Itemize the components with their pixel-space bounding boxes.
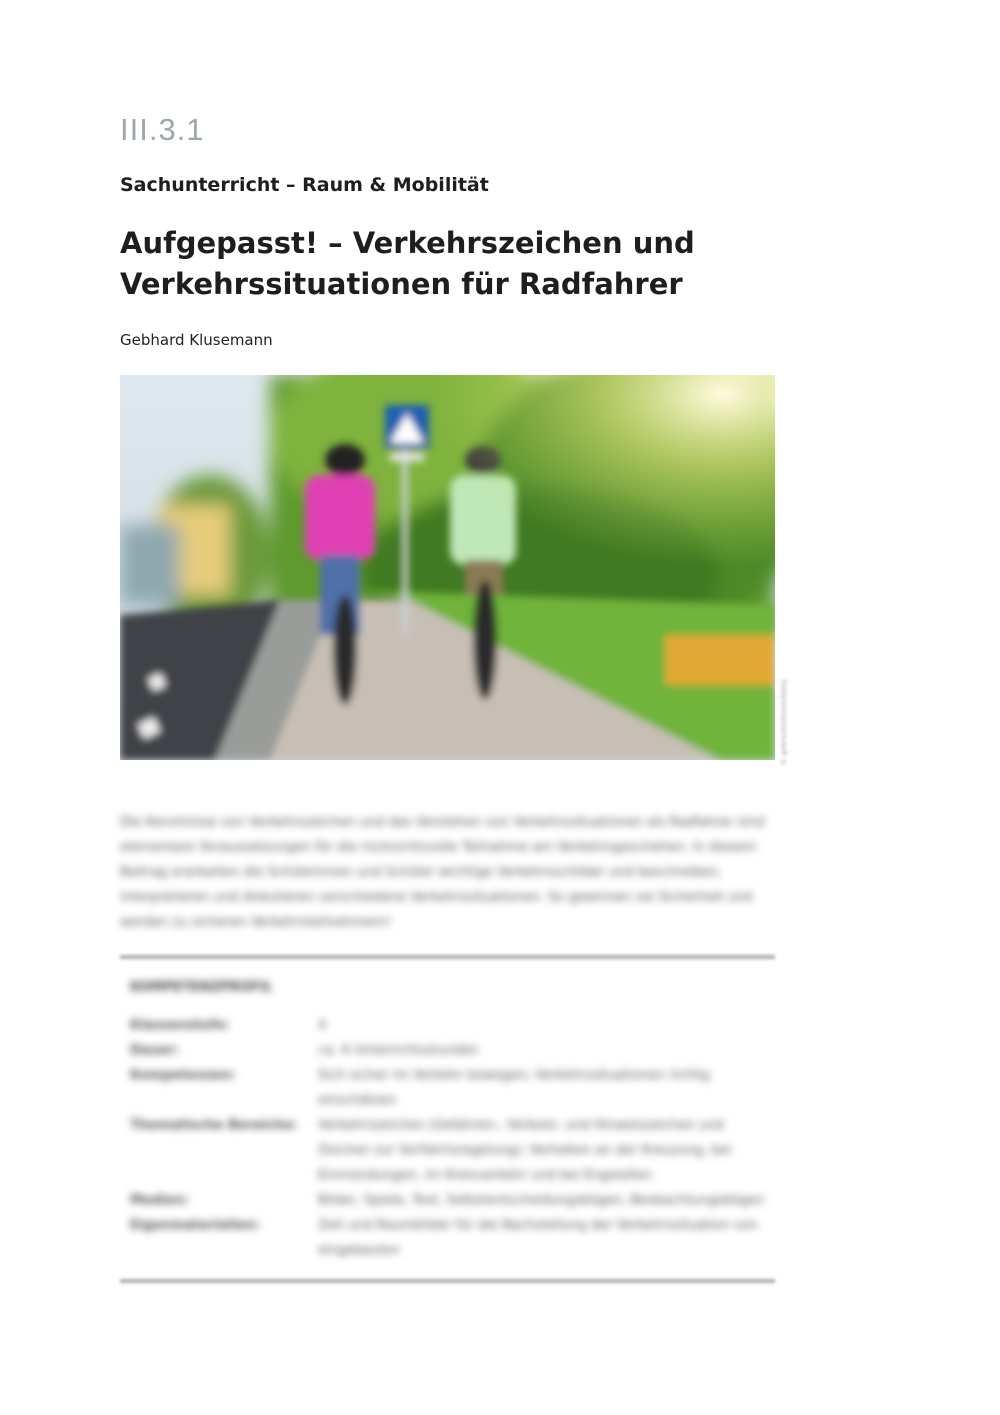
title-line-1: Aufgepasst! – Verkehrszeichen und [120, 226, 695, 260]
author-name: Gebhard Klusemann [120, 331, 273, 349]
page-title [120, 223, 780, 305]
profile-value: 4 [318, 1018, 327, 1033]
cover-photo [120, 375, 775, 760]
profile-row [130, 1063, 770, 1113]
profile-value: ca. 6 Unterrichtsstunden [318, 1043, 479, 1058]
two-children-cycling-photo [120, 375, 775, 760]
chapter-number: III.3.1 [120, 112, 205, 147]
photo-credit-text: © gebracht/iStock/Getty [780, 678, 788, 765]
divider-top [120, 955, 775, 959]
profile-value: Bilder, Spiele, Text, Selbstentscheidungsbögen, Beobachtungsbögen [318, 1193, 765, 1208]
profile-key: Medien: [130, 1193, 189, 1208]
profile-value: Verkehrszeichen (Gefahren-, Verbots- und Hinweiszeichen und Zeichen zur Vorfahrtsregelung); Verhalten an der Kreuzung, bei Einmündungen, im Kreisverkehr und bei Engstellen [318, 1118, 732, 1183]
divider-bottom [120, 1279, 775, 1283]
profile-key: Eigenmaterialien: [130, 1218, 260, 1233]
profile-key: Kompetenzen: [130, 1068, 236, 1083]
photo-credit [780, 595, 794, 765]
profile-key: Dauer: [130, 1043, 180, 1058]
profile-value: Sich sicher im Verkehr bewegen; Verkehrssituationen richtig einschätzen [318, 1068, 710, 1108]
profile-row [130, 1213, 770, 1263]
profile-row [130, 1038, 770, 1063]
competence-profile-heading: KOMPETENZPROFIL [130, 980, 273, 995]
profile-value: Zeit und Raumbilder für die Nachstellung der Verkehrssituation von eingebauten [318, 1218, 758, 1258]
profile-key: Klassenstufe: [130, 1018, 230, 1033]
profile-key: Thematische Bereiche: [130, 1118, 298, 1133]
profile-row [130, 1188, 770, 1213]
subject-heading: Sachunterricht – Raum & Mobilität [120, 174, 489, 196]
competence-profile [130, 980, 770, 1263]
profile-row [130, 1113, 770, 1188]
title-line-2: Verkehrssituationen für Radfahrer [120, 267, 683, 301]
profile-row [130, 1013, 770, 1038]
intro-paragraph: Die Kenntnisse von Verkehrszeichen und das Verstehen von Verkehrssituationen als Radfahrer sind elementare Voraussetzungen für die rücksichtsvolle Teilnahme am Verkehrsgeschehen. In diesem Beitrag erarbeiten die Schülerinnen und Schüler wichtige Verkehrsschilder und beschreiben, interpretieren und diskutieren verschiedene Verkehrssituationen. So gewinnen sie Sicherheit und werden zu sicheren Verkehrsteilnehmern! [120, 815, 765, 930]
